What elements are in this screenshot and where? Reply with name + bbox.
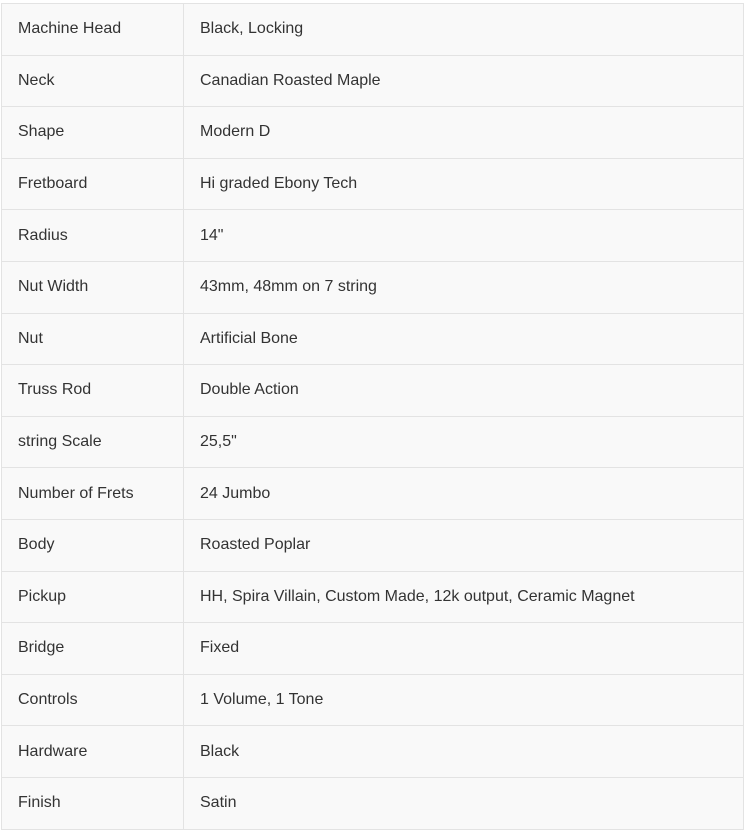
spec-label: Pickup bbox=[2, 571, 184, 623]
table-row bbox=[2, 210, 744, 262]
spec-value: Fixed bbox=[184, 623, 744, 675]
table-row bbox=[2, 571, 744, 623]
table-row bbox=[2, 726, 744, 778]
spec-value: 14" bbox=[184, 210, 744, 262]
spec-value: Black, Locking bbox=[184, 4, 744, 56]
spec-label: Nut bbox=[2, 313, 184, 365]
spec-label: Fretboard bbox=[2, 158, 184, 210]
table-row bbox=[2, 107, 744, 159]
spec-label: Bridge bbox=[2, 623, 184, 675]
spec-label: Hardware bbox=[2, 726, 184, 778]
table-row bbox=[2, 158, 744, 210]
spec-label: string Scale bbox=[2, 416, 184, 468]
spec-label: Truss Rod bbox=[2, 365, 184, 417]
spec-label: Nut Width bbox=[2, 261, 184, 313]
spec-label: Machine Head bbox=[2, 4, 184, 56]
table-row bbox=[2, 261, 744, 313]
spec-label: Body bbox=[2, 519, 184, 571]
table-row bbox=[2, 674, 744, 726]
spec-label: Number of Frets bbox=[2, 468, 184, 520]
spec-value: Canadian Roasted Maple bbox=[184, 55, 744, 107]
spec-value: 24 Jumbo bbox=[184, 468, 744, 520]
spec-table bbox=[1, 3, 744, 830]
spec-label: Radius bbox=[2, 210, 184, 262]
spec-value: Hi graded Ebony Tech bbox=[184, 158, 744, 210]
spec-value: Modern D bbox=[184, 107, 744, 159]
table-row bbox=[2, 313, 744, 365]
table-row bbox=[2, 623, 744, 675]
spec-label: Shape bbox=[2, 107, 184, 159]
spec-value: 25,5" bbox=[184, 416, 744, 468]
spec-value: 1 Volume, 1 Tone bbox=[184, 674, 744, 726]
spec-value: Satin bbox=[184, 777, 744, 829]
table-row bbox=[2, 416, 744, 468]
table-row bbox=[2, 55, 744, 107]
spec-value: Roasted Poplar bbox=[184, 519, 744, 571]
table-row bbox=[2, 365, 744, 417]
spec-label: Controls bbox=[2, 674, 184, 726]
spec-value: 43mm, 48mm on 7 string bbox=[184, 261, 744, 313]
spec-value: Double Action bbox=[184, 365, 744, 417]
table-row bbox=[2, 4, 744, 56]
table-row bbox=[2, 519, 744, 571]
spec-value: HH, Spira Villain, Custom Made, 12k output, Ceramic Magnet bbox=[184, 571, 744, 623]
spec-value: Black bbox=[184, 726, 744, 778]
table-row bbox=[2, 468, 744, 520]
spec-label: Neck bbox=[2, 55, 184, 107]
spec-label: Finish bbox=[2, 777, 184, 829]
table-row bbox=[2, 777, 744, 829]
spec-value: Artificial Bone bbox=[184, 313, 744, 365]
